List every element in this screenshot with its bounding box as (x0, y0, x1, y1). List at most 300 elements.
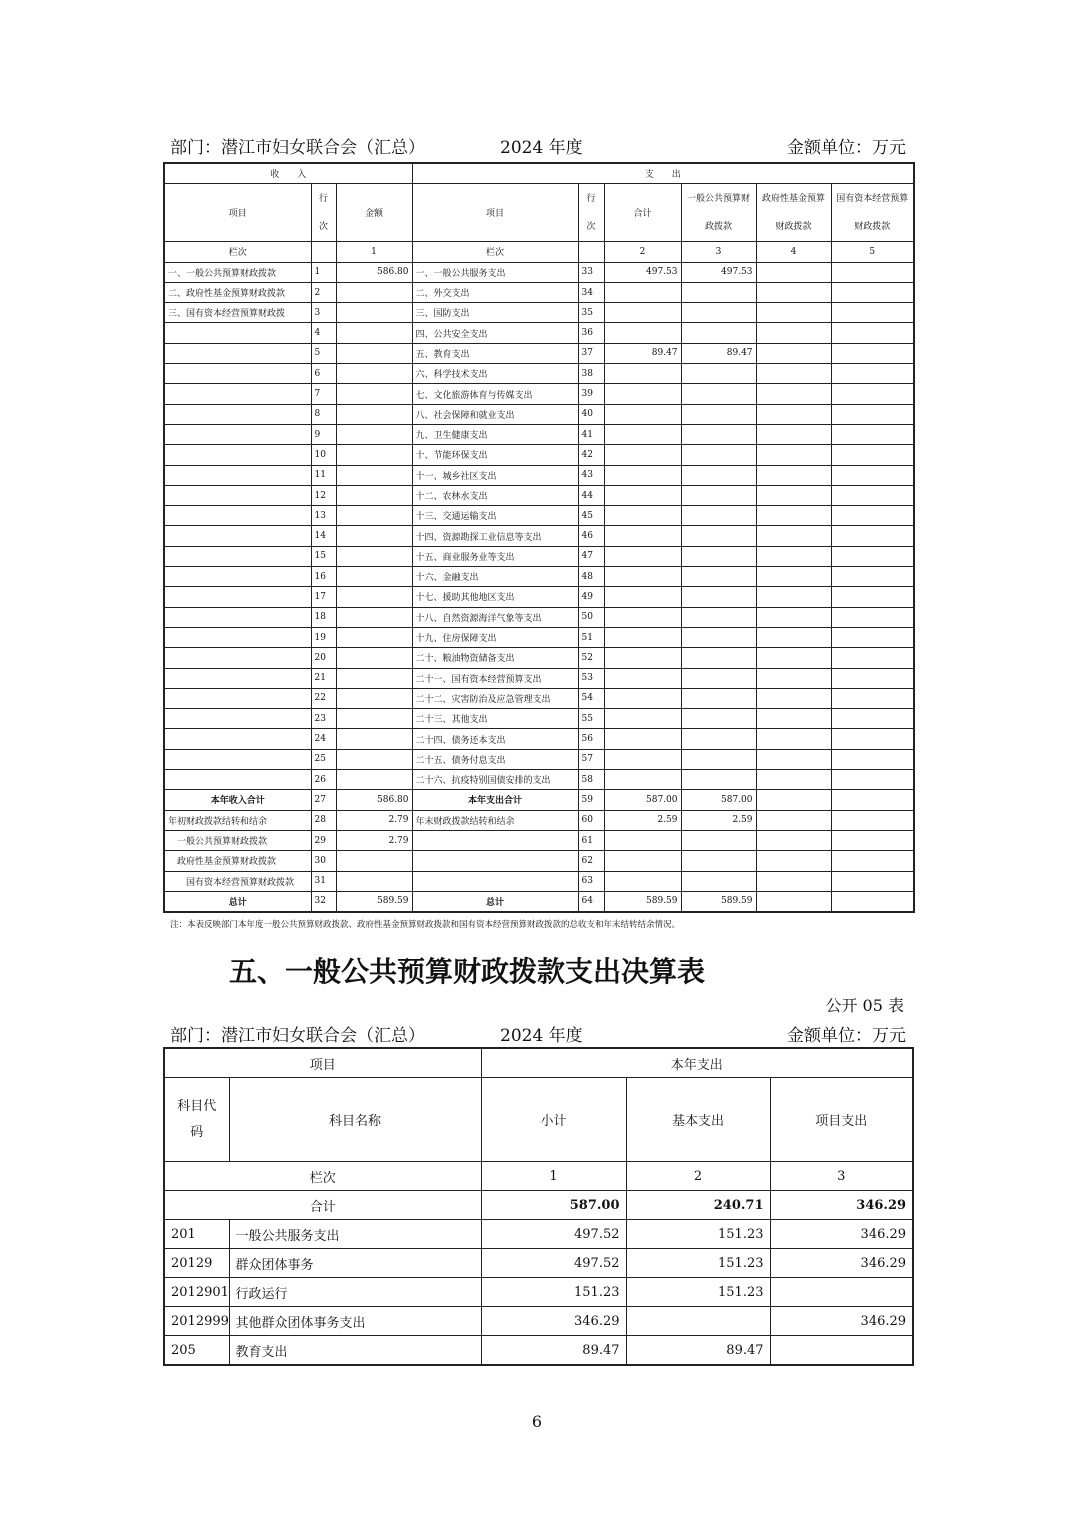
table-row (164, 627, 914, 647)
code: 2012999 (164, 1307, 229, 1336)
department: 部门：潜江市妇女联合会（汇总） (170, 138, 425, 158)
expense-line: 53 (578, 668, 604, 688)
expense-line: 55 (578, 709, 604, 729)
income-amount (336, 445, 412, 465)
expense-fund (756, 282, 831, 302)
expense-fund (756, 485, 831, 505)
income-item (164, 668, 311, 688)
table-row (164, 303, 914, 323)
expense-line: 52 (578, 648, 604, 668)
income-line: 16 (311, 567, 336, 587)
income-line: 21 (311, 668, 336, 688)
income-line: 28 (311, 810, 336, 830)
income-amount (336, 485, 412, 505)
expense-state (831, 424, 914, 444)
project: 346.29 (770, 1307, 913, 1336)
expense-total (604, 506, 681, 526)
table-row (164, 282, 914, 302)
expense-line: 63 (578, 871, 604, 891)
expense-line: 54 (578, 688, 604, 708)
lanci-num: 3 (681, 242, 756, 262)
expense-state (831, 587, 914, 607)
income-amount (336, 303, 412, 323)
expense-line: 58 (578, 770, 604, 790)
total-label: 合计 (164, 1191, 481, 1220)
income-line: 20 (311, 648, 336, 668)
income-item: 国有资本经营预算财政拨款 (164, 871, 311, 891)
expense-total: 587.00 (604, 790, 681, 810)
expense-item: 六、科学技术支出 (412, 364, 578, 384)
expense-total (604, 546, 681, 566)
expense-item: 二、外交支出 (412, 282, 578, 302)
expense-total (604, 465, 681, 485)
expense-state (831, 729, 914, 749)
table-row (164, 506, 914, 526)
expense-line: 34 (578, 282, 604, 302)
expense-fund (756, 830, 831, 850)
expense-item: 十四、资源勘探工业信息等支出 (412, 526, 578, 546)
expense-general: 89.47 (681, 343, 756, 363)
expense-state (831, 485, 914, 505)
expense-general (681, 526, 756, 546)
basic (626, 1307, 770, 1336)
expense-general (681, 567, 756, 587)
expense-general (681, 648, 756, 668)
expense-fund (756, 546, 831, 566)
total-project: 346.29 (770, 1191, 913, 1220)
page-number: 6 (531, 1412, 543, 1431)
table-number: 公开 05 表 (825, 996, 904, 1015)
income-amount: 2.79 (336, 830, 412, 850)
expense-line: 57 (578, 749, 604, 769)
lanci-num: 4 (756, 242, 831, 262)
expense-line: 64 (578, 891, 604, 912)
income-item (164, 627, 311, 647)
expense-fund (756, 526, 831, 546)
income-amount (336, 424, 412, 444)
table-row (164, 384, 914, 404)
expense-total (604, 587, 681, 607)
income-item (164, 688, 311, 708)
total-basic: 240.71 (626, 1191, 770, 1220)
expense-state (831, 891, 914, 912)
income-item (164, 445, 311, 465)
income-line: 4 (311, 323, 336, 343)
code: 2012901 (164, 1278, 229, 1307)
income-amount (336, 526, 412, 546)
expense-fund (756, 323, 831, 343)
income-item (164, 709, 311, 729)
expense-state (831, 445, 914, 465)
name: 其他群众团体事务支出 (229, 1307, 481, 1336)
col-general: 一般公共预算财政拨款 (681, 184, 756, 242)
income-line: 9 (311, 424, 336, 444)
lanci-num: 3 (770, 1162, 913, 1191)
income-amount (336, 729, 412, 749)
table-row (164, 810, 914, 830)
expense-fund (756, 648, 831, 668)
income-amount (336, 668, 412, 688)
income-line: 22 (311, 688, 336, 708)
expense-state (831, 364, 914, 384)
income-amount: 586.80 (336, 262, 412, 282)
expense-item: 十七、援助其他地区支出 (412, 587, 578, 607)
expense-item: 七、文化旅游体育与传媒支出 (412, 384, 578, 404)
table-row (164, 445, 914, 465)
expense-total: 89.47 (604, 343, 681, 363)
expense-state (831, 871, 914, 891)
col-basic: 基本支出 (626, 1078, 770, 1162)
table-row (164, 424, 914, 444)
income-line: 10 (311, 445, 336, 465)
expense-item: 一、一般公共服务支出 (412, 262, 578, 282)
income-item (164, 404, 311, 424)
table-row (164, 364, 914, 384)
fiscal-allocation-summary-table (163, 162, 915, 913)
lanci-num: 1 (481, 1162, 626, 1191)
expense-state (831, 648, 914, 668)
general-budget-expense-table (163, 1047, 914, 1366)
subtotal: 497.52 (481, 1220, 626, 1249)
expense-general (681, 871, 756, 891)
income-item (164, 546, 311, 566)
income-amount (336, 404, 412, 424)
expense-state (831, 384, 914, 404)
income-amount (336, 607, 412, 627)
expense-line: 48 (578, 567, 604, 587)
income-line: 18 (311, 607, 336, 627)
expense-total (604, 709, 681, 729)
expense-item: 总计 (412, 891, 578, 912)
lanci-label: 栏次 (164, 242, 311, 262)
expense-fund (756, 343, 831, 363)
income-item (164, 506, 311, 526)
table-row (164, 729, 914, 749)
income-item (164, 587, 311, 607)
expense-total (604, 485, 681, 505)
table-row (164, 526, 914, 546)
income-amount (336, 343, 412, 363)
income-item (164, 729, 311, 749)
expense-general (681, 445, 756, 465)
expense-total (604, 303, 681, 323)
income-item (164, 567, 311, 587)
income-item (164, 607, 311, 627)
expense-item: 三、国防支出 (412, 303, 578, 323)
expense-state (831, 749, 914, 769)
expense-general (681, 465, 756, 485)
expense-total: 2.59 (604, 810, 681, 830)
expense-line: 33 (578, 262, 604, 282)
table-row (164, 709, 914, 729)
expense-total: 497.53 (604, 262, 681, 282)
expense-state (831, 668, 914, 688)
expense-fund (756, 424, 831, 444)
expense-total: 589.59 (604, 891, 681, 912)
income-item (164, 343, 311, 363)
income-amount (336, 709, 412, 729)
expense-general (681, 770, 756, 790)
expense-line: 50 (578, 607, 604, 627)
table-row (164, 891, 914, 912)
expense-item: 五、教育支出 (412, 343, 578, 363)
table-row (164, 790, 914, 810)
expense-general (681, 364, 756, 384)
col-project: 项目 (164, 1048, 481, 1078)
income-amount (336, 546, 412, 566)
table-row (164, 465, 914, 485)
expense-state (831, 404, 914, 424)
income-item (164, 384, 311, 404)
code: 201 (164, 1220, 229, 1249)
expense-state (831, 262, 914, 282)
table-row (164, 1336, 913, 1366)
expense-total (604, 729, 681, 749)
income-line: 30 (311, 851, 336, 871)
income-amount: 2.79 (336, 810, 412, 830)
code: 20129 (164, 1249, 229, 1278)
expense-state (831, 343, 914, 363)
income-line: 17 (311, 587, 336, 607)
expense-total (604, 445, 681, 465)
expense-total (604, 282, 681, 302)
income-amount: 589.59 (336, 891, 412, 912)
expense-general (681, 607, 756, 627)
expense-fund (756, 770, 831, 790)
expense-fund (756, 607, 831, 627)
expense-state (831, 627, 914, 647)
lanci-num: 5 (831, 242, 914, 262)
table-row (164, 1249, 913, 1278)
income-item (164, 770, 311, 790)
income-amount (336, 688, 412, 708)
income-amount (336, 384, 412, 404)
income-amount (336, 587, 412, 607)
expense-total (604, 648, 681, 668)
expense-state (831, 546, 914, 566)
expense-state (831, 323, 914, 343)
income-line: 11 (311, 465, 336, 485)
name: 群众团体事务 (229, 1249, 481, 1278)
expense-item: 八、社会保障和就业支出 (412, 404, 578, 424)
expense-general (681, 749, 756, 769)
table-row (164, 648, 914, 668)
expense-line: 38 (578, 364, 604, 384)
expense-line: 46 (578, 526, 604, 546)
expense-line: 56 (578, 729, 604, 749)
col-name: 科目名称 (229, 1078, 481, 1162)
expense-general (681, 830, 756, 850)
income-line: 26 (311, 770, 336, 790)
expense-state (831, 790, 914, 810)
expense-general (681, 485, 756, 505)
expense-item: 二十五、债务付息支出 (412, 749, 578, 769)
expense-state (831, 465, 914, 485)
basic: 151.23 (626, 1220, 770, 1249)
expense-total (604, 830, 681, 850)
fiscal-year: 2024 年度 (500, 1026, 583, 1046)
expense-general (681, 851, 756, 871)
table-row (164, 1278, 913, 1307)
expense-line: 49 (578, 587, 604, 607)
income-amount (336, 567, 412, 587)
income-item (164, 485, 311, 505)
expense-general (681, 404, 756, 424)
table-row (164, 607, 914, 627)
income-line: 27 (311, 790, 336, 810)
income-item: 年初财政拨款结转和结余 (164, 810, 311, 830)
subtotal: 346.29 (481, 1307, 626, 1336)
income-line: 25 (311, 749, 336, 769)
table-row (164, 343, 914, 363)
project (770, 1278, 913, 1307)
income-amount (336, 323, 412, 343)
name: 教育支出 (229, 1336, 481, 1366)
table-row (164, 404, 914, 424)
expense-line: 40 (578, 404, 604, 424)
amount-unit: 金额单位：万元 (787, 138, 906, 158)
expense-general (681, 668, 756, 688)
expense-general (681, 546, 756, 566)
expense-fund (756, 262, 831, 282)
income-amount (336, 465, 412, 485)
expense-total (604, 404, 681, 424)
expense-state (831, 688, 914, 708)
expense-item: 年末财政拨款结转和结余 (412, 810, 578, 830)
lanci-label: 栏次 (164, 1162, 481, 1191)
total-subtotal: 587.00 (481, 1191, 626, 1220)
income-line: 7 (311, 384, 336, 404)
expense-item: 十三、交通运输支出 (412, 506, 578, 526)
group-expense: 支 出 (412, 163, 914, 184)
expense-line: 45 (578, 506, 604, 526)
expense-general (681, 323, 756, 343)
expense-state (831, 282, 914, 302)
income-item (164, 749, 311, 769)
table-row (164, 688, 914, 708)
expense-line: 61 (578, 830, 604, 850)
expense-total (604, 526, 681, 546)
expense-total (604, 627, 681, 647)
expense-item (412, 851, 578, 871)
income-line: 5 (311, 343, 336, 363)
col-amount: 金额 (336, 184, 412, 242)
expense-line: 59 (578, 790, 604, 810)
expense-total (604, 668, 681, 688)
expense-fund (756, 688, 831, 708)
income-line: 31 (311, 871, 336, 891)
expense-item: 二十一、国有资本经营预算支出 (412, 668, 578, 688)
expense-item: 十八、自然资源海洋气象等支出 (412, 607, 578, 627)
expense-fund (756, 506, 831, 526)
expense-item: 二十二、灾害防治及应急管理支出 (412, 688, 578, 708)
group-income: 收 入 (164, 163, 412, 184)
expense-total (604, 871, 681, 891)
expense-item: 十、节能环保支出 (412, 445, 578, 465)
basic: 89.47 (626, 1336, 770, 1366)
expense-general: 587.00 (681, 790, 756, 810)
expense-fund (756, 810, 831, 830)
income-line: 6 (311, 364, 336, 384)
expense-fund (756, 891, 831, 912)
expense-line: 44 (578, 485, 604, 505)
col-line: 行 次 (311, 184, 336, 242)
table-row (164, 1307, 913, 1336)
expense-fund (756, 729, 831, 749)
expense-state (831, 567, 914, 587)
expense-item: 九、卫生健康支出 (412, 424, 578, 444)
expense-item (412, 871, 578, 891)
expense-fund (756, 871, 831, 891)
expense-state (831, 303, 914, 323)
income-amount (336, 364, 412, 384)
expense-fund (756, 587, 831, 607)
table-note: 注：本表反映部门本年度一般公共预算财政拨款、政府性基金预算财政拨款和国有资本经营预算财政拨款的总收支和年末结转结余情况。 (170, 920, 681, 930)
income-line: 3 (311, 303, 336, 323)
expense-total (604, 770, 681, 790)
expense-state (831, 526, 914, 546)
income-line: 14 (311, 526, 336, 546)
table-row (164, 668, 914, 688)
expense-fund (756, 668, 831, 688)
col-line2: 行 次 (578, 184, 604, 242)
expense-state (831, 709, 914, 729)
project: 346.29 (770, 1249, 913, 1278)
income-amount (336, 282, 412, 302)
expense-item: 二十三、其他支出 (412, 709, 578, 729)
table-row (164, 749, 914, 769)
col-subtotal: 小计 (481, 1078, 626, 1162)
income-item (164, 323, 311, 343)
income-item (164, 364, 311, 384)
col-state: 国有资本经营预算财政拨款 (831, 184, 914, 242)
expense-state (831, 607, 914, 627)
expense-state (831, 770, 914, 790)
expense-general (681, 688, 756, 708)
subtotal: 497.52 (481, 1249, 626, 1278)
table-row (164, 830, 914, 850)
table-row (164, 323, 914, 343)
income-line: 19 (311, 627, 336, 647)
expense-general (681, 709, 756, 729)
table-row (164, 1220, 913, 1249)
expense-total (604, 567, 681, 587)
expense-fund (756, 790, 831, 810)
income-item: 本年收入合计 (164, 790, 311, 810)
expense-general (681, 282, 756, 302)
lanci-num: 1 (336, 242, 412, 262)
expense-general (681, 587, 756, 607)
col-item: 项目 (164, 184, 311, 242)
income-item (164, 465, 311, 485)
income-item (164, 424, 311, 444)
expense-general (681, 729, 756, 749)
table-row (164, 567, 914, 587)
income-amount (336, 627, 412, 647)
expense-general: 2.59 (681, 810, 756, 830)
income-amount (336, 871, 412, 891)
expense-fund (756, 364, 831, 384)
basic: 151.23 (626, 1278, 770, 1307)
name: 行政运行 (229, 1278, 481, 1307)
expense-general: 589.59 (681, 891, 756, 912)
income-line: 15 (311, 546, 336, 566)
income-amount (336, 648, 412, 668)
expense-fund (756, 384, 831, 404)
expense-line: 42 (578, 445, 604, 465)
table-row (164, 851, 914, 871)
income-line: 32 (311, 891, 336, 912)
